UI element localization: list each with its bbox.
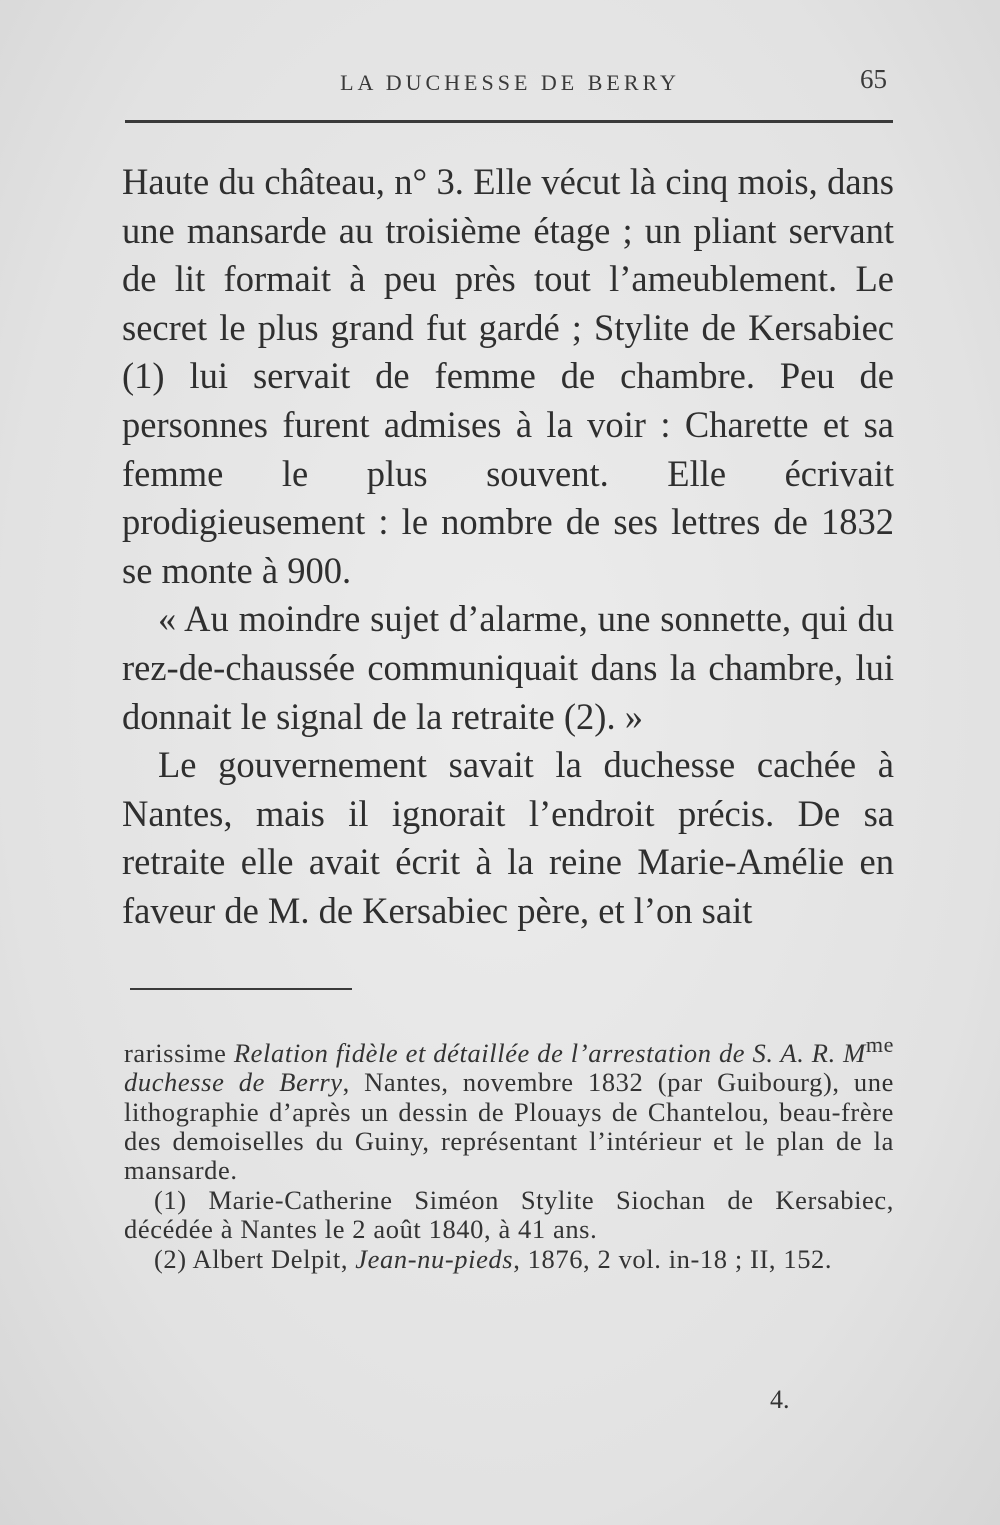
footnote-2-title: Jean-nu-pieds	[355, 1243, 514, 1274]
footnote-2-rest: , 1876, 2 vol. in-18 ; II, 152.	[513, 1243, 833, 1274]
footnote-continuation-lead: rarissime	[124, 1037, 234, 1068]
footnote-superscript: me	[865, 1032, 894, 1057]
page-header	[125, 62, 895, 102]
running-title: LA DUCHESSE DE BERRY	[340, 70, 680, 95]
paragraph-1: Haute du château, n° 3. Elle vécut là cinq mois, dans une mansarde au troisième étage ; un pliant servant de lit formait à peu près tout l’ameublement. Le secret le plus grand fut gardé ; Stylite de Kersabiec (1) lui servait de femme de chambre. Peu de personnes furent admises à la voir : Charette et sa femme le plus souvent. Elle écrivait prodigieusement : le nombre de ses lettres de 1832 se monte à 900.	[122, 161, 894, 591]
page-number: 65	[860, 64, 887, 94]
footnote-2-lead: (2) Albert Delpit,	[154, 1243, 356, 1274]
footnote-rule	[130, 988, 352, 990]
footnote-continuation-rest: , Nantes, novembre 1832 (par Guibourg), une lithographie d’après un dessin de Plouays de Chantelou, beau-frère des demoiselles du Guiny, représentant l’intérieur et le plan de la mansarde.	[124, 1067, 894, 1186]
paragraph-3: Le gouvernement savait la duchesse cachée à Nantes, mais il ignorait l’endroit précis. De sa retraite elle avait écrit à la reine Marie-Amélie en faveur de M. de Kersabiec père, et l’on sait	[122, 744, 894, 931]
paragraph-2: « Au moindre sujet d’alarme, une sonnette, qui du rez-de-chaussée communiquait dans la chambre, lui donnait le signal de la retraite (2). »	[122, 598, 894, 737]
footnote-work-title: Relation fidèle et détaillée de l’arrestation de S. A. R. M	[233, 1037, 866, 1068]
footnote-work-title-end: duchesse de Berry	[124, 1067, 343, 1098]
footnote-1: (1) Marie-Catherine Siméon Stylite Siochan de Kersabiec, décédée à Nantes le 2 août 1840, à 41 ans.	[124, 1184, 894, 1245]
signature-mark: 4.	[770, 1385, 790, 1414]
footnote-2	[124, 1245, 894, 1274]
footnote-continuation	[124, 1030, 894, 1186]
footnotes	[124, 1030, 894, 1274]
body-text	[122, 158, 894, 936]
header-rule	[125, 120, 893, 123]
